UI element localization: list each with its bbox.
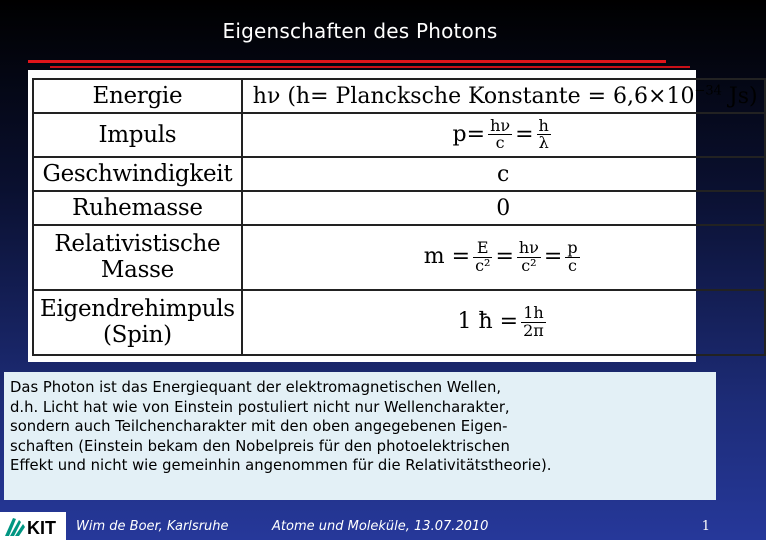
speed-value: c [497,161,510,187]
fraction [565,237,579,275]
spin-formula [457,303,549,340]
equals-sign: = [515,121,534,147]
description-line: d.h. Licht hat wie von Einstein postuliert nicht nur Wellencharakter, [10,398,510,416]
table-row [33,290,765,355]
property-value [242,225,765,290]
fraction-numerator: hν [518,237,539,257]
momentum-formula [452,115,554,153]
title-underline-red [28,60,666,63]
property-name: Impuls [33,113,242,157]
fraction-numerator: 1h [521,305,546,323]
property-name: Ruhemasse [33,191,242,225]
property-value [242,290,765,355]
table-row [33,113,765,157]
fraction [521,305,546,340]
energy-exponent: −34 [694,83,722,99]
kit-logo [0,512,66,540]
rest-mass-value: 0 [496,195,511,221]
equals-sign: = [495,244,514,270]
property-name: Geschwindigkeit [33,157,242,191]
photon-properties-table [32,78,766,356]
page-number: 1 [701,519,710,534]
fraction-denominator: 2π [523,320,544,340]
fraction-numerator: E [473,240,492,258]
fraction-denominator: c² [475,255,491,275]
description-line: sondern auch Teilchencharakter mit den oben angegebenen Eigen- [10,418,508,436]
fraction-denominator: c [567,255,577,275]
fraction-numerator: p [567,237,578,257]
properties-table-panel [28,70,758,362]
description-line: schaften (Einstein bekam den Nobelpreis für den photoelektrischen [10,437,510,455]
property-value [242,79,765,113]
table-row [33,191,765,225]
title-underline-red-2 [50,66,690,68]
momentum-lhs: p= [452,121,486,147]
table-row [33,225,765,290]
footer-course-date: Atome und Moleküle, 13.07.2010 [272,519,489,534]
energy-formula-text: hν (h= Plancksche Konstante = 6,6×10 [252,83,695,109]
description-line: Effekt und nicht wie gemeinhin angenommen für die Relativitätstheorie). [10,457,552,475]
property-name: Eigendrehimpuls (Spin) [33,290,242,355]
mass-lhs: m = [423,244,471,270]
footer-author: Wim de Boer, Karlsruhe [76,519,229,534]
property-value [242,191,765,225]
property-name: Energie [33,79,242,113]
fraction [473,237,492,275]
fraction [537,115,551,153]
property-value [242,113,765,157]
description-line: Das Photon ist das Energiequant der elektromagnetischen Wellen, [10,379,502,396]
fraction [488,115,512,153]
fraction-denominator: c [495,133,505,153]
equals-sign: = [543,244,563,270]
fraction-numerator: hν [490,115,511,135]
kit-logo-text: KIT [27,518,56,538]
energy-unit: Js) [721,83,758,109]
energy-formula [253,84,758,109]
property-value [242,157,765,191]
slide-title: Eigenschaften des Photons [222,19,498,43]
fraction-numerator: h [538,115,549,135]
table-row [33,79,765,113]
fraction [517,237,541,275]
fraction-denominator: c² [521,255,537,275]
table-row [33,157,765,191]
spin-lhs: 1 ħ = [457,309,519,335]
property-name: Relativistische Masse [33,225,242,290]
description-text-box [4,372,716,500]
kit-logo-icon [3,514,63,538]
fraction-denominator: λ [538,133,549,153]
relativistic-mass-formula [423,237,583,275]
